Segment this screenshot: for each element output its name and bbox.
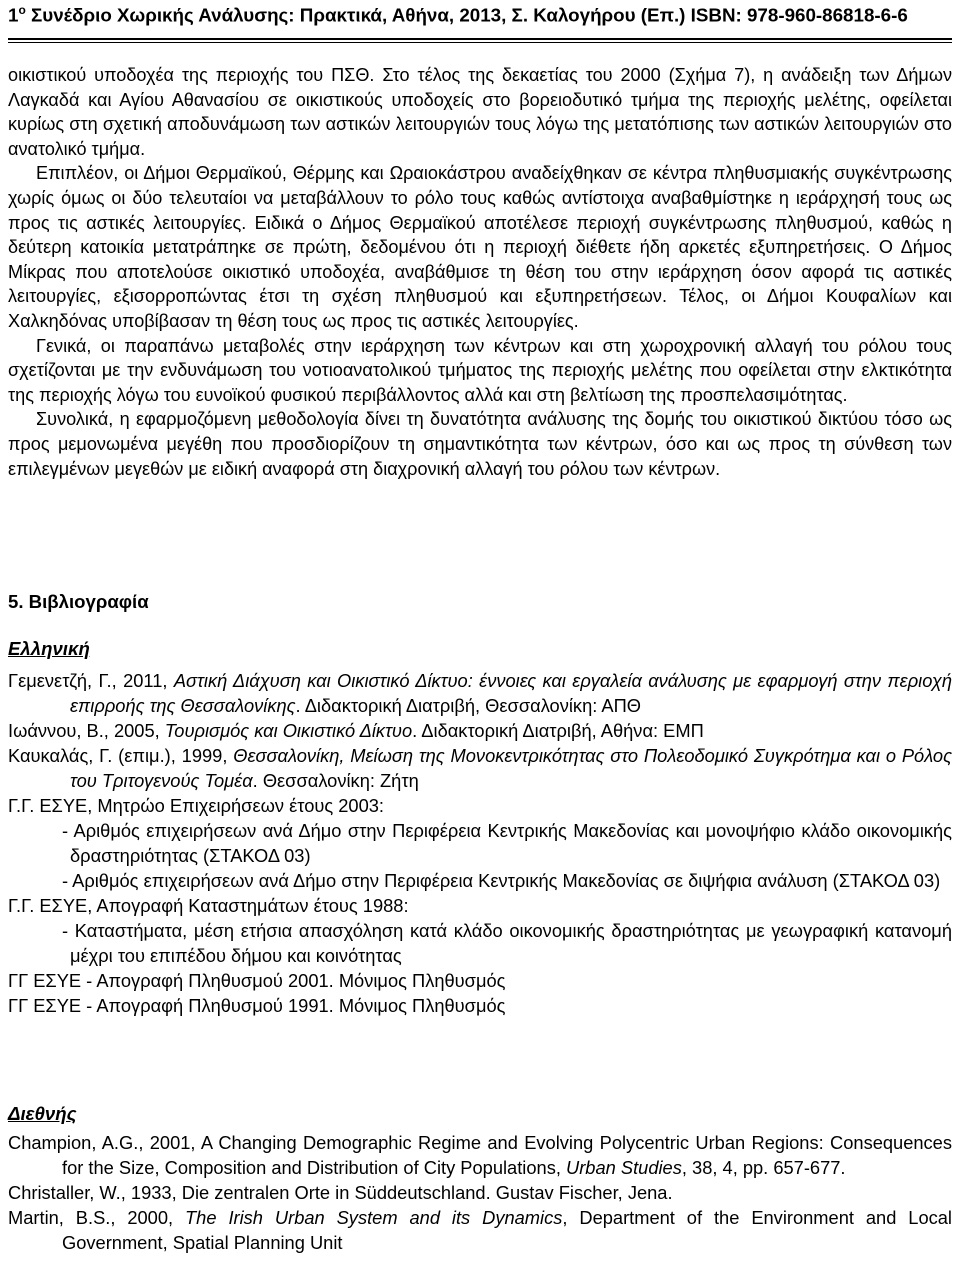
conf-details: , Αθήνα, 2013, Σ. Καλογήρου (Επ.) ISBN: 978-960-86818-6-6 <box>381 4 908 26</box>
reference-subitem: - Αριθμός επιχειρήσεων ανά Δήμο στην Περιφέρεια Κεντρικής Μακεδονίας και μονοψήφιο κλάδο οικονομικής δραστηριότητας (ΣΤΑΚΟΔ 03) <box>62 820 952 866</box>
reference-item: Christaller, W., 1933, Die zentralen Orte in Süddeutschland. Gustav Fischer, Jena. <box>8 1182 673 1203</box>
reference-item: ΓΓ ΕΣΥΕ - Απογραφή Πληθυσμού 2001. Μόνιμος Πληθυσμός <box>8 970 506 991</box>
greek-references <box>8 668 952 1018</box>
reference-item: Ιωάννου, Β., 2005, Τουρισμός και Οικιστικό Δίκτυο. Διδακτορική Διατριβή, Αθήνα: ΕΜΠ <box>8 720 704 741</box>
body-text <box>8 63 952 481</box>
reference-item: Γεμενετζή, Γ., 2011, Αστική Διάχυση και Οικιστικό Δίκτυο: έννοιες και εργαλεία ανάλυσης με εφαρμογή στην περιοχή επιρροής της Θεσσαλονίκης. Διδακτορική Διατριβή, Θεσσαλονίκη: ΑΠΘ <box>8 670 952 716</box>
greek-refs-heading: Ελληνική <box>8 638 90 659</box>
paragraph-3: Γενικά, οι παραπάνω μεταβολές στην ιεράρχηση των κέντρων και στη χωροχρονική αλλαγή του ρόλου τους σχετίζονται με την ενδυνάμωση του νοτιοανατολικού τμήματος της περιοχής μελέτης που οφείλεται στην ελκτικότητα της περιοχής λόγω του ευνοϊκού φυσικού περιβάλλοντος αλλά και στη βελτίωση της προσπελασιμότητας. <box>8 335 952 405</box>
conf-ordinal: ο <box>18 3 26 17</box>
reference-subitem: - Καταστήματα, μέση ετήσια απασχόληση κατά κλάδο οικονομικής δραστηριότητας με γεωγραφική κατανομή μέχρι του επιπέδου δήμου και κοινότητας <box>62 920 952 966</box>
reference-item: Martin, B.S., 2000, The Irish Urban System and its Dynamics, Department of the Environment and Local Government, Spatial Planning Unit <box>8 1207 952 1253</box>
paragraph-1: οικιστικού υποδοχέα της περιοχής του ΠΣΘ. Στο τέλος της δεκαετίας του 2000 (Σχήμα 7), η ανάδειξη των Δήμων Λαγκαδά και Αγίου Αθανασίου σε οικιστικούς υποδοχείς στο βορειοδυτικό τμήμα της περιοχής μελέτης, οφείλεται κυρίως στη σχετική αποδυνάμωση των αστικών λειτουργιών τους λόγω της μετατόπισης των αστικών λειτουργιών στο ανατολικό τμήμα. <box>8 65 952 159</box>
reference-item: Γ.Γ. ΕΣΥΕ, Μητρώο Επιχειρήσεων έτους 2003: <box>8 795 385 816</box>
page-header <box>8 3 952 26</box>
paragraph-4: Συνολικά, η εφαρμοζόμενη μεθοδολογία δίνει τη δυνατότητα ανάλυσης της δομής του οικιστικού δικτύου τόσο ως προς μεμονωμένα μεγέθη που προσδιορίζουν τη σημαντικότητα των κέντρων, όσο και ως προς τη σύνθεση των επιλεγμένων μεγεθών με ειδική αναφορά στη διαχρονική αλλαγή του ρόλου των κέντρων. <box>8 409 952 479</box>
conf-title: Συνέδριο Χωρικής Ανάλυσης: Πρακτικά <box>25 4 382 26</box>
paragraph-2: Επιπλέον, οι Δήμοι Θερμαϊκού, Θέρμης και Ωραιοκάστρου αναδείχθηκαν σε κέντρα πληθυσμιακής συγκέντρωσης χωρίς όμως οι δύο τελευταίοι να μεταβάλλουν το ρόλο τους καθώς αντίστοιχα αναβαθμίστηκε η ιεράρχησή τους ως προς τις αστικές λειτουργίες. Ειδικά ο Δήμος Θερμαϊκού αποτέλεσε περιοχή συγκέντρωσης πληθυσμού, καθώς η δεύτερη κατοικία μετατράπηκε σε πρώτη, δεδομένου ότι η περιοχή διέθετε ήδη αρκετές εξυπηρετήσεις. Ο Δήμος Μίκρας που αποτελούσε οικιστικό υποδοχέα, αναβάθμισε τη θέση του στην ιεράρχηση όσον αφορά τις αστικές λειτουργίες, εξισορροπώντας έτσι τη σχέση πληθυσμού και εξυπηρετήσεων. Τέλος, οι Δήμοι Κουφαλίων και Χαλκηδόνας υποβίβασαν τη θέση τους ως προς τις αστικές λειτουργίες. <box>8 163 952 331</box>
reference-item: ΓΓ ΕΣΥΕ - Απογραφή Πληθυσμού 1991. Μόνιμος Πληθυσμός <box>8 995 506 1016</box>
intl-refs-heading: Διεθνής <box>8 1103 77 1124</box>
reference-item: Champion, A.G., 2001, A Changing Demographic Regime and Evolving Polycentric Urban Regions: Consequences for the Size, Composition and Distribution of City Populations, Urban Studies, 38, 4, pp. 657-677. <box>8 1132 952 1178</box>
reference-item: Καυκαλάς, Γ. (επιμ.), 1999, Θεσσαλονίκη, Μείωση της Μονοκεντρικότητας στο Πολεοδομικό Συγκρότημα και ο Ρόλος του Τριτογενούς Τομέα. Θεσσαλονίκη: Ζήτη <box>8 745 952 791</box>
header-rule-thin <box>8 42 952 43</box>
section-title: 5. Βιβλιογραφία <box>8 591 149 612</box>
reference-subitem: - Αριθμός επιχειρήσεων ανά Δήμο στην Περιφέρεια Κεντρικής Μακεδονίας σε διψήφια ανάλυση (ΣΤΑΚΟΔ 03) <box>62 870 941 891</box>
reference-item: Γ.Γ. ΕΣΥΕ, Απογραφή Καταστημάτων έτους 1988: <box>8 895 409 916</box>
header-rule <box>8 38 952 40</box>
conf-number: 1 <box>8 4 19 26</box>
intl-references <box>8 1130 952 1255</box>
